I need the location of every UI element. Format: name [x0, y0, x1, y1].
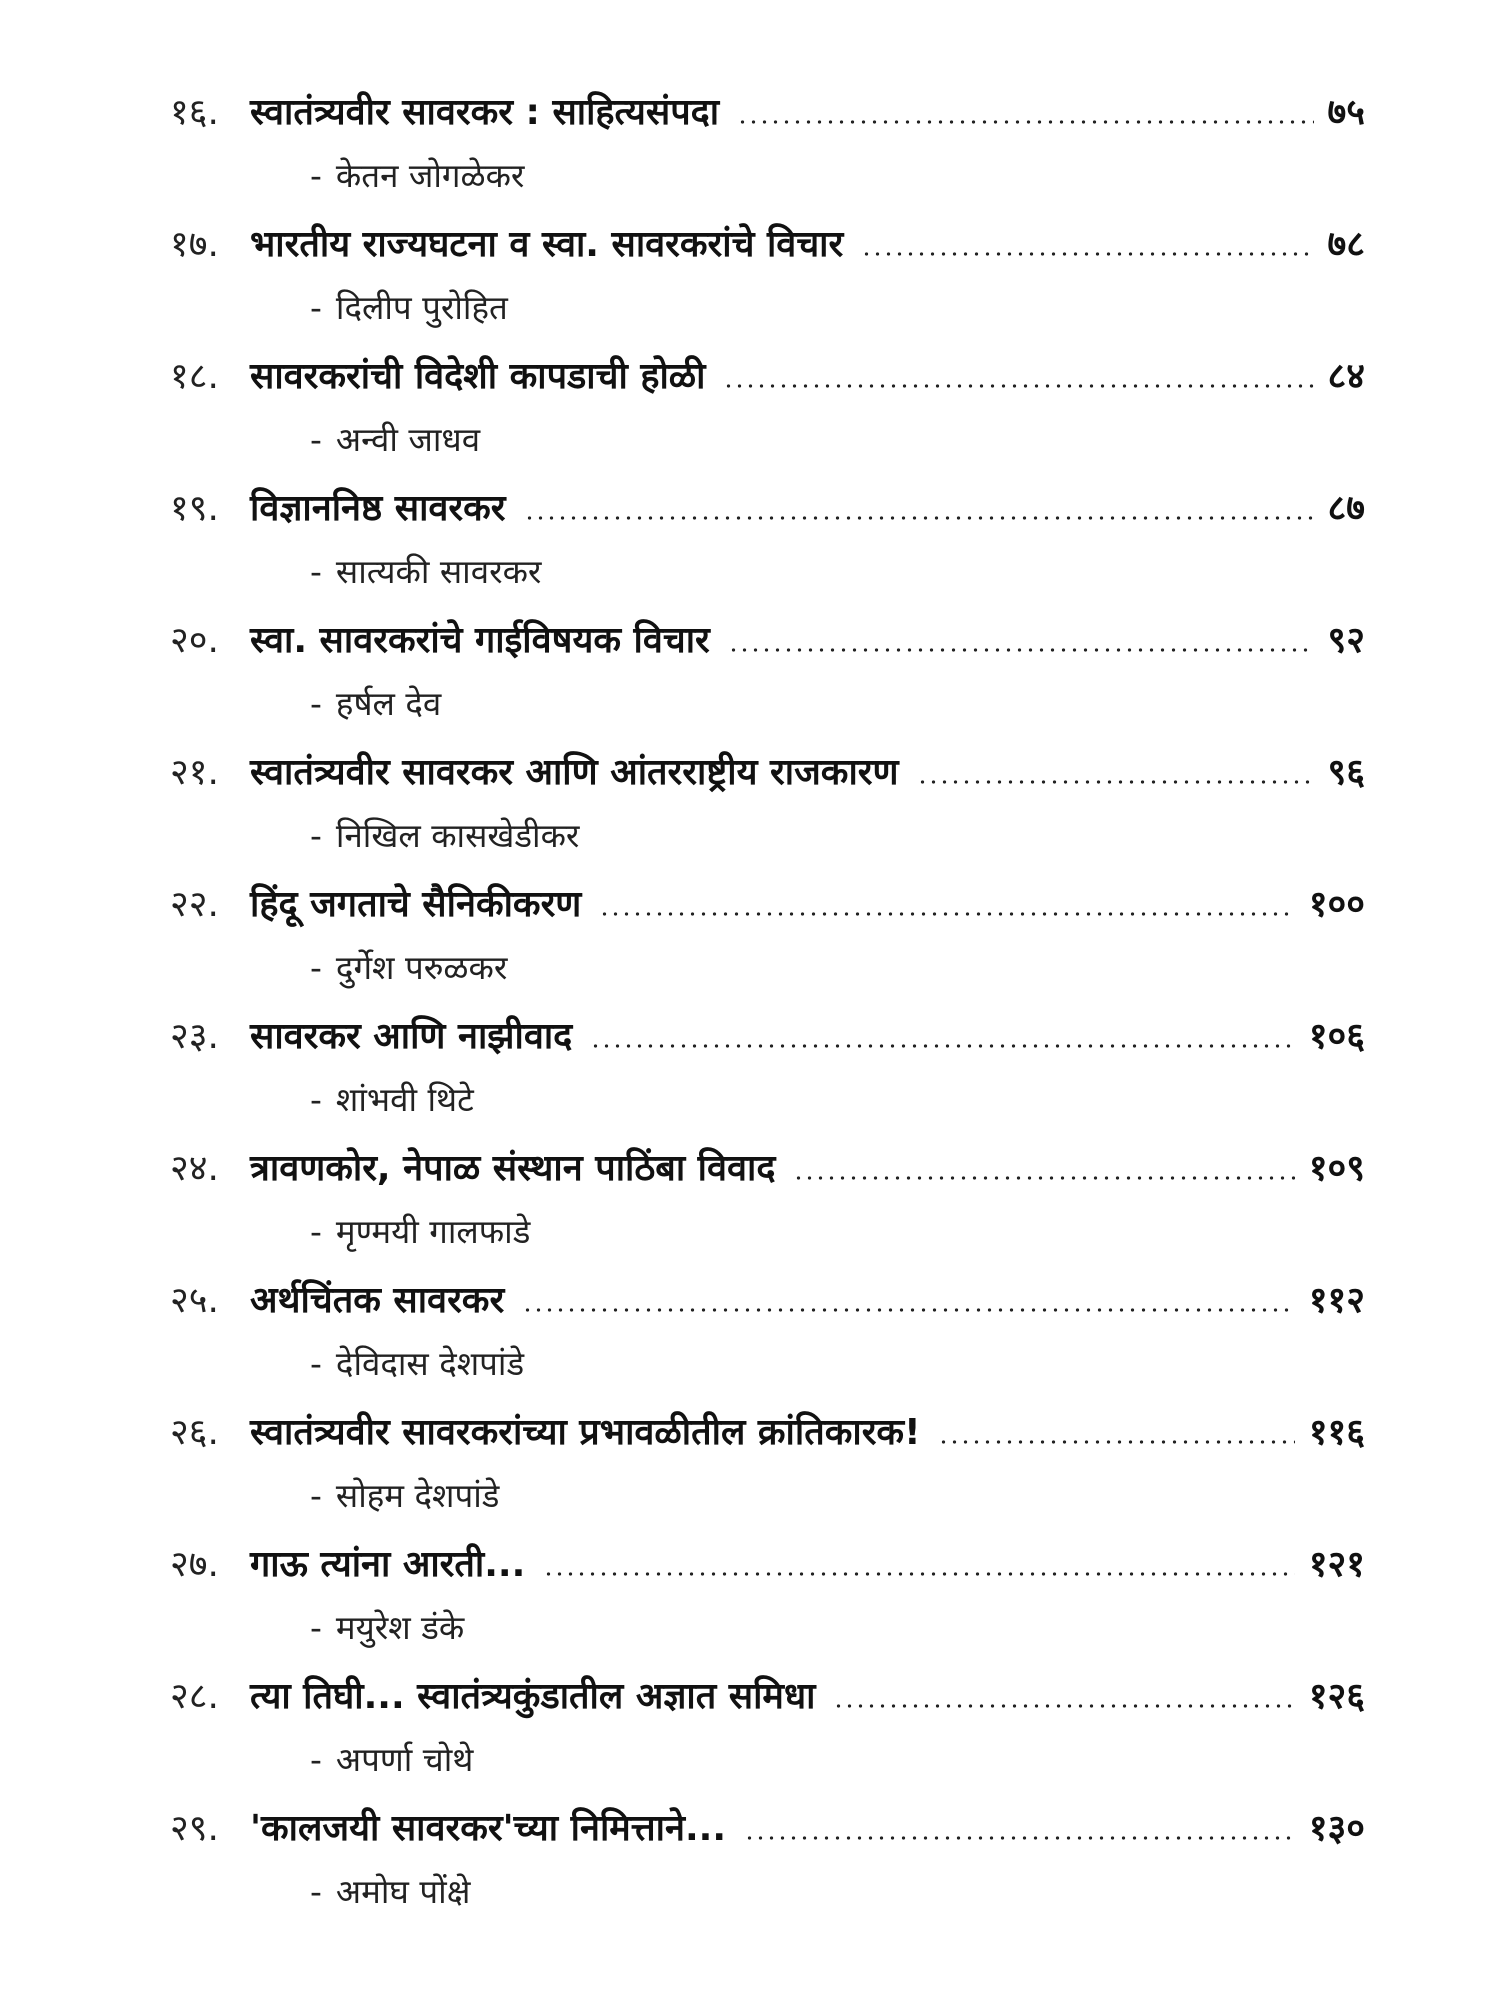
- toc-entry-heading: [170, 608, 1365, 674]
- entry-number: १८.: [170, 356, 219, 397]
- dot-leader: [793, 1175, 1294, 1181]
- entry-author-line: [170, 1466, 1365, 1532]
- entry-author: सोहम देशपांडे: [335, 1476, 500, 1515]
- entry-author-line: [170, 1070, 1365, 1136]
- toc-entry-heading: [170, 212, 1365, 278]
- entry-title: त्रावणकोर, नेपाळ संस्थान पाठिंबा विवाद: [250, 1148, 776, 1189]
- toc-entry: [170, 1664, 1365, 1796]
- author-dash: -: [310, 1080, 322, 1119]
- author-dash: -: [310, 1872, 322, 1911]
- entry-number: २०.: [170, 620, 219, 661]
- toc-entry-heading: [170, 1004, 1365, 1070]
- entry-title: अर्थचिंतक सावरकर: [250, 1280, 505, 1321]
- toc-entry-heading: [170, 872, 1365, 938]
- entry-page-number: १०९: [1308, 1148, 1365, 1189]
- author-dash: -: [310, 1344, 322, 1383]
- entry-author-line: [170, 1202, 1365, 1268]
- author-dash: -: [310, 1476, 322, 1515]
- entry-author: केतन जोगळेकर: [335, 156, 525, 195]
- entry-author-line: [170, 1598, 1365, 1664]
- entry-author: निखिल कासखेडीकर: [335, 816, 580, 855]
- entry-page-number: ७८: [1327, 224, 1365, 265]
- dot-leader: [522, 1307, 1295, 1313]
- toc-entry: [170, 740, 1365, 872]
- author-dash: -: [310, 1608, 322, 1647]
- dot-leader: [861, 251, 1313, 257]
- author-dash: -: [310, 684, 322, 723]
- dot-leader: [590, 1043, 1295, 1049]
- entry-author: मयुरेश डंके: [335, 1608, 465, 1647]
- entry-number: २१.: [170, 752, 219, 793]
- entry-title: भारतीय राज्यघटना व स्वा. सावरकरांचे विचार: [250, 224, 844, 265]
- entry-author: हर्षल देव: [335, 684, 442, 723]
- entry-author-line: [170, 1862, 1365, 1928]
- toc-entry: [170, 1796, 1365, 1928]
- entry-number: २७.: [170, 1544, 219, 1585]
- toc-entry: [170, 872, 1365, 1004]
- entry-number: २८.: [170, 1676, 219, 1717]
- author-dash: -: [310, 1212, 322, 1251]
- toc-entry-heading: [170, 740, 1365, 806]
- entry-author: मृण्मयी गालफाडे: [335, 1212, 531, 1251]
- entry-title: स्वातंत्र्यवीर सावरकर : साहित्यसंपदा: [250, 92, 720, 133]
- entry-number: १६.: [170, 92, 219, 133]
- toc-entry-heading: [170, 1136, 1365, 1202]
- entry-author-line: [170, 1334, 1365, 1400]
- entry-number: १७.: [170, 224, 219, 265]
- toc-entry-heading: [170, 1400, 1365, 1466]
- toc-entry: [170, 1532, 1365, 1664]
- entry-number: २६.: [170, 1412, 219, 1453]
- entry-page-number: ८४: [1327, 356, 1365, 397]
- dot-leader: [543, 1571, 1295, 1577]
- entry-author: दिलीप पुरोहित: [335, 288, 508, 327]
- entry-page-number: ११६: [1308, 1412, 1365, 1453]
- entry-number: २३.: [170, 1016, 219, 1057]
- dot-leader: [524, 515, 1314, 521]
- entry-author: देविदास देशपांडे: [335, 1344, 525, 1383]
- toc-entry: [170, 1400, 1365, 1532]
- dot-leader: [833, 1703, 1294, 1709]
- entry-number: २४.: [170, 1148, 219, 1189]
- dot-leader: [744, 1835, 1295, 1841]
- author-dash: -: [310, 288, 322, 327]
- toc-entry: [170, 344, 1365, 476]
- toc-entry-heading: [170, 1664, 1365, 1730]
- dot-leader: [728, 647, 1314, 653]
- toc-entry-heading: [170, 80, 1365, 146]
- entry-author: सात्यकी सावरकर: [335, 552, 542, 591]
- entry-title: सावरकर आणि नाझीवाद: [250, 1016, 573, 1057]
- entry-author: अमोघ पोंक्षे: [335, 1872, 471, 1911]
- entry-title: विज्ञाननिष्ठ सावरकर: [250, 488, 506, 529]
- dot-leader: [737, 119, 1313, 125]
- entry-page-number: १००: [1308, 884, 1365, 925]
- toc-entry: [170, 476, 1365, 608]
- dot-leader: [599, 911, 1295, 917]
- entry-page-number: ९२: [1327, 620, 1365, 661]
- entry-page-number: ९६: [1327, 752, 1365, 793]
- table-of-contents: [170, 80, 1365, 1928]
- dot-leader: [938, 1439, 1294, 1445]
- toc-entry-heading: [170, 1268, 1365, 1334]
- dot-leader: [917, 779, 1314, 785]
- entry-title: 'कालजयी सावरकर'च्या निमित्ताने...: [250, 1808, 727, 1849]
- entry-title: स्वातंत्र्यवीर सावरकरांच्या प्रभावळीतील क्रांतिकारक!: [250, 1412, 921, 1453]
- toc-entry-heading: [170, 344, 1365, 410]
- author-dash: -: [310, 948, 322, 987]
- entry-author-line: [170, 806, 1365, 872]
- entry-number: १९.: [170, 488, 219, 529]
- toc-entry-heading: [170, 1532, 1365, 1598]
- entry-author: अन्वी जाधव: [335, 420, 481, 459]
- entry-page-number: १०६: [1308, 1016, 1365, 1057]
- author-dash: -: [310, 156, 322, 195]
- entry-author-line: [170, 410, 1365, 476]
- entry-title: स्वातंत्र्यवीर सावरकर आणि आंतरराष्ट्रीय राजकारण: [250, 752, 899, 793]
- entry-page-number: ८७: [1327, 488, 1365, 529]
- entry-number: २५.: [170, 1280, 219, 1321]
- entry-number: २२.: [170, 884, 219, 925]
- dot-leader: [723, 383, 1313, 389]
- toc-entry: [170, 608, 1365, 740]
- entry-author-line: [170, 278, 1365, 344]
- toc-entry: [170, 80, 1365, 212]
- entry-author: शांभवी थिटे: [335, 1080, 474, 1119]
- entry-page-number: १३०: [1308, 1808, 1365, 1849]
- entry-author-line: [170, 542, 1365, 608]
- author-dash: -: [310, 1740, 322, 1779]
- author-dash: -: [310, 420, 322, 459]
- entry-title: सावरकरांची विदेशी कापडाची होळी: [250, 356, 706, 397]
- entry-author-line: [170, 1730, 1365, 1796]
- toc-entry: [170, 1136, 1365, 1268]
- entry-page-number: १२१: [1308, 1544, 1365, 1585]
- toc-entry-heading: [170, 476, 1365, 542]
- toc-entry: [170, 1004, 1365, 1136]
- entry-author-line: [170, 674, 1365, 740]
- entry-number: २९.: [170, 1808, 219, 1849]
- author-dash: -: [310, 816, 322, 855]
- toc-entry: [170, 1268, 1365, 1400]
- entry-page-number: ७५: [1327, 92, 1365, 133]
- entry-author: दुर्गेश परुळकर: [335, 948, 508, 987]
- entry-page-number: १२६: [1308, 1676, 1365, 1717]
- entry-title: हिंदू जगताचे सैनिकीकरण: [250, 884, 582, 925]
- toc-entry-heading: [170, 1796, 1365, 1862]
- entry-author: अपर्णा चोथे: [335, 1740, 474, 1779]
- entry-author-line: [170, 938, 1365, 1004]
- toc-entry: [170, 212, 1365, 344]
- author-dash: -: [310, 552, 322, 591]
- entry-page-number: ११२: [1308, 1280, 1365, 1321]
- entry-title: गाऊ त्यांना आरती...: [250, 1544, 526, 1585]
- entry-title: त्या तिघी... स्वातंत्र्यकुंडातील अज्ञात समिधा: [250, 1676, 816, 1717]
- entry-author-line: [170, 146, 1365, 212]
- entry-title: स्वा. सावरकरांचे गाईविषयक विचार: [250, 620, 710, 661]
